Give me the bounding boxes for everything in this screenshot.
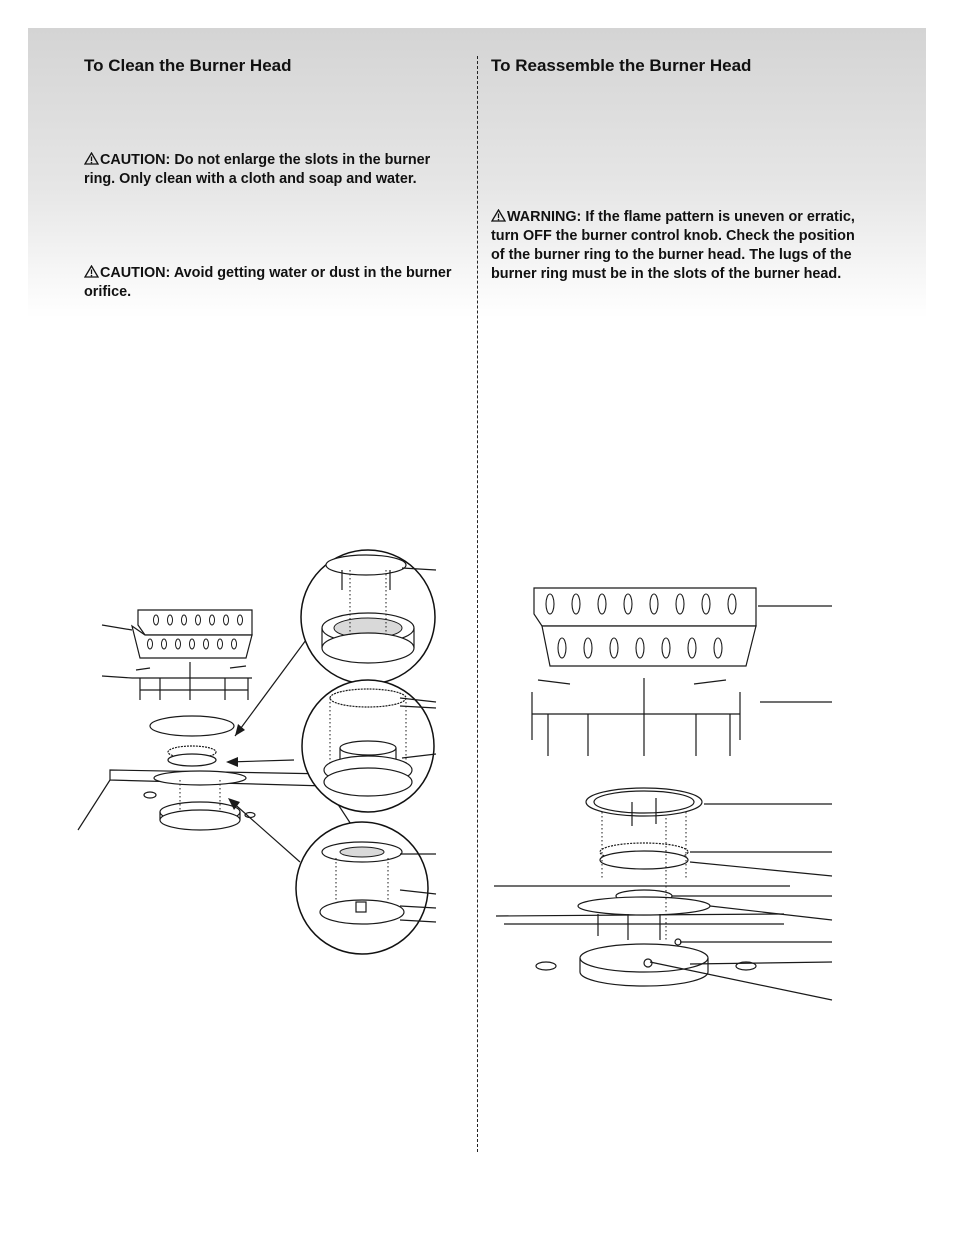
burner-disassembly-diagram	[70, 540, 450, 960]
heat-deflector	[132, 610, 252, 658]
warning-triangle-icon	[84, 152, 99, 165]
reassemble-burner-title: To Reassemble the Burner Head	[491, 56, 752, 75]
detail-circle-cap	[301, 550, 435, 684]
burner-grate	[532, 678, 740, 756]
warning-label: WARNING:	[507, 209, 582, 225]
heat-deflector	[534, 588, 756, 666]
burner-cap	[150, 716, 234, 736]
leader-line	[102, 676, 132, 678]
arrow	[228, 798, 300, 862]
leader-line	[690, 962, 832, 964]
leader-line	[690, 862, 832, 876]
column-divider	[477, 56, 478, 1152]
arrow	[226, 757, 294, 767]
burner-reassembly-diagram	[490, 580, 840, 1010]
burner-grate	[132, 662, 252, 700]
leader-line	[710, 906, 832, 920]
caution-label: CAUTION:	[100, 265, 171, 281]
leader-line	[102, 625, 132, 630]
warning-flame-note	[491, 208, 871, 284]
burner-base-plate	[578, 897, 710, 915]
burner-orifice	[644, 959, 652, 967]
burner-legs	[598, 914, 660, 940]
burner-bowl	[580, 944, 708, 972]
warning-text: If the flame pattern is uneven or erratic, turn OFF the burner control knob. Check the position of the burner ring to the burner head. The lugs of the burner ring must be in the slots of the burner head.	[491, 209, 855, 282]
caution-orifice-note	[84, 264, 464, 302]
caution-label: CAUTION:	[100, 152, 171, 168]
burner-ring-lower	[168, 754, 216, 766]
clean-burner-title: To Clean the Burner Head	[84, 56, 292, 75]
detail-circle-orifice	[296, 822, 428, 954]
caution-slots-note	[84, 151, 464, 189]
caution-text: Avoid getting water or dust in the burner orifice.	[84, 265, 452, 300]
warning-triangle-icon	[84, 265, 99, 278]
warning-triangle-icon	[491, 209, 506, 222]
caution-text: Do not enlarge the slots in the burner ring. Only clean with a cloth and soap and water.	[84, 152, 431, 187]
